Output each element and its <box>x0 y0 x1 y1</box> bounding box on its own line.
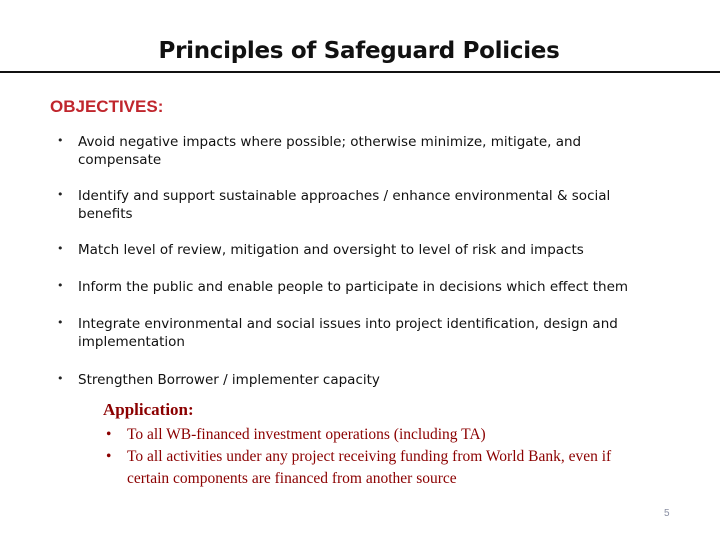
application-text: To all activities under any project receiving funding from World Bank, even if certain components are financed from another source <box>127 448 612 487</box>
bullet-icon: • <box>106 448 112 465</box>
application-heading: Application: <box>103 400 194 419</box>
slide-number: 5 <box>664 508 670 519</box>
objective-text: Inform the public and enable people to participate in decisions which effect them <box>78 279 629 295</box>
objective-text: Integrate environmental and social issues into project identification, design and implementation <box>78 316 618 350</box>
objective-text: Match level of review, mitigation and oversight to level of risk and impacts <box>78 242 584 258</box>
bullet-icon: • <box>106 426 112 443</box>
objective-text: Identify and support sustainable approaches / enhance environmental & social benefits <box>78 188 611 222</box>
bullet-icon: • <box>57 242 64 255</box>
bullet-icon: • <box>57 279 64 292</box>
bullet-icon: • <box>57 316 64 329</box>
objective-text: Avoid negative impacts where possible; otherwise minimize, mitigate, and compensate <box>78 134 582 168</box>
objective-text: Strengthen Borrower / implementer capacity <box>78 372 380 388</box>
bullet-icon: • <box>57 188 64 201</box>
objectives-heading: OBJECTIVES: <box>50 97 164 116</box>
bullet-icon: • <box>57 134 64 147</box>
slide-title: Principles of Safeguard Policies <box>158 38 560 64</box>
bullet-icon: • <box>57 372 64 385</box>
application-text: To all WB-financed investment operations (including TA) <box>127 426 486 443</box>
